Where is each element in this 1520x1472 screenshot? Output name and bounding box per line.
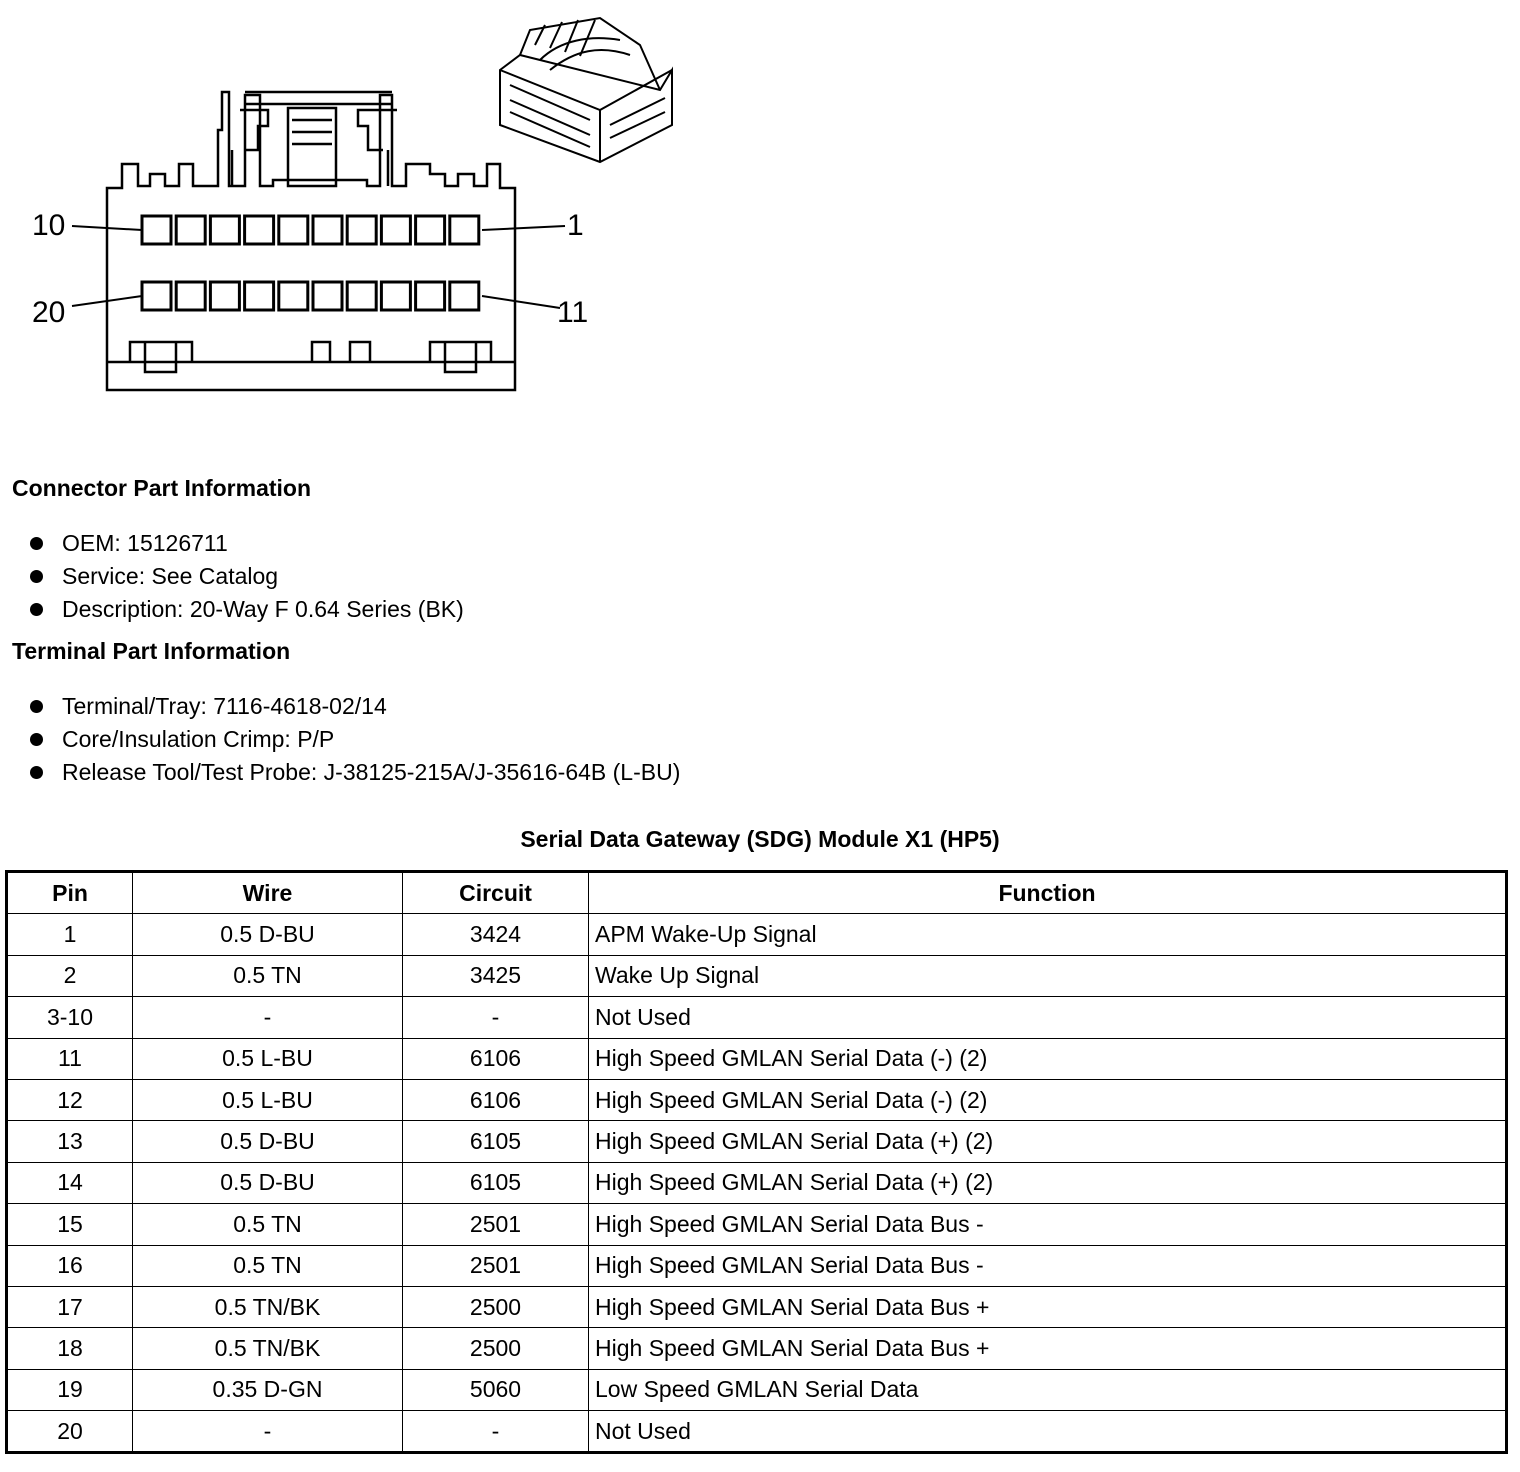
cell-circuit: 6106 — [403, 1038, 589, 1079]
table-header-row — [7, 872, 1507, 914]
cell-wire: 0.5 TN — [133, 1245, 403, 1286]
connector-info-list — [28, 527, 464, 626]
connector-info-title: Connector Part Information — [12, 475, 312, 501]
terminal-cavity — [279, 282, 308, 310]
table-title: Serial Data Gateway (SDG) Module X1 (HP5) — [520, 826, 1000, 852]
table-row — [7, 1204, 1507, 1245]
list-item: Terminal/Tray: 7116-4618-02/14 — [28, 690, 680, 723]
cell-pin: 11 — [7, 1038, 133, 1079]
table-row — [7, 1162, 1507, 1203]
terminal-cavity — [142, 216, 171, 244]
terminal-cavity — [176, 216, 205, 244]
cell-wire: 0.5 D-BU — [133, 1162, 403, 1203]
cell-function: High Speed GMLAN Serial Data Bus - — [589, 1245, 1507, 1286]
cell-function: High Speed GMLAN Serial Data (-) (2) — [589, 1038, 1507, 1079]
cell-pin: 18 — [7, 1328, 133, 1369]
terminal-cavity — [176, 282, 205, 310]
cell-function: High Speed GMLAN Serial Data Bus - — [589, 1204, 1507, 1245]
cell-circuit: 2501 — [403, 1245, 589, 1286]
cell-circuit: 6105 — [403, 1162, 589, 1203]
terminal-info-list — [28, 690, 680, 789]
terminal-cavity — [381, 216, 410, 244]
cell-pin: 12 — [7, 1079, 133, 1120]
cell-wire: 0.5 TN — [133, 955, 403, 996]
table-row — [7, 1245, 1507, 1286]
table-row — [7, 914, 1507, 955]
cell-pin: 20 — [7, 1411, 133, 1453]
pin-label-1: 1 — [567, 209, 584, 242]
terminal-cavity — [279, 216, 308, 244]
cell-circuit: 2500 — [403, 1286, 589, 1327]
cell-pin: 14 — [7, 1162, 133, 1203]
cell-pin: 15 — [7, 1204, 133, 1245]
terminal-cavity — [416, 282, 445, 310]
table-row — [7, 1121, 1507, 1162]
table-row — [7, 1328, 1507, 1369]
cell-function: APM Wake-Up Signal — [589, 914, 1507, 955]
table-row — [7, 955, 1507, 996]
terminal-info-title: Terminal Part Information — [12, 638, 291, 664]
cell-pin: 13 — [7, 1121, 133, 1162]
header-pin: Pin — [7, 872, 133, 914]
cell-circuit: 2500 — [403, 1328, 589, 1369]
list-item: OEM: 15126711 — [28, 527, 464, 560]
table-row — [7, 1411, 1507, 1453]
table-row — [7, 1369, 1507, 1410]
cell-function: High Speed GMLAN Serial Data Bus + — [589, 1286, 1507, 1327]
cell-function: Low Speed GMLAN Serial Data — [589, 1369, 1507, 1410]
cell-wire: 0.5 L-BU — [133, 1038, 403, 1079]
table-row — [7, 997, 1507, 1038]
terminal-cavity — [313, 282, 342, 310]
terminal-cavity — [245, 282, 274, 310]
pin-label-20: 20 — [32, 296, 66, 329]
terminal-cavity — [210, 282, 239, 310]
terminal-cavity — [313, 216, 342, 244]
cell-wire: - — [133, 1411, 403, 1453]
cell-pin: 19 — [7, 1369, 133, 1410]
terminal-cavity — [347, 282, 376, 310]
cell-wire: 0.5 TN — [133, 1204, 403, 1245]
cell-circuit: 2501 — [403, 1204, 589, 1245]
terminal-cavity — [347, 216, 376, 244]
cell-circuit: 5060 — [403, 1369, 589, 1410]
cell-wire: 0.5 L-BU — [133, 1079, 403, 1120]
cell-wire: 0.5 D-BU — [133, 914, 403, 955]
list-item: Service: See Catalog — [28, 560, 464, 593]
cell-wire: - — [133, 997, 403, 1038]
connector-isometric-icon — [500, 18, 672, 162]
terminal-cavity — [450, 282, 479, 310]
terminal-cavity — [450, 216, 479, 244]
cell-circuit: 6106 — [403, 1079, 589, 1120]
cell-circuit: - — [403, 997, 589, 1038]
list-item: Description: 20-Way F 0.64 Series (BK) — [28, 593, 464, 626]
terminal-cavity — [210, 216, 239, 244]
terminal-cavity — [142, 282, 171, 310]
pin-label-10: 10 — [32, 209, 66, 242]
header-circuit: Circuit — [403, 872, 589, 914]
cell-pin: 2 — [7, 955, 133, 996]
cell-pin: 16 — [7, 1245, 133, 1286]
cell-function: High Speed GMLAN Serial Data (+) (2) — [589, 1121, 1507, 1162]
table-row — [7, 1079, 1507, 1120]
cell-wire: 0.5 D-BU — [133, 1121, 403, 1162]
cell-circuit: 3425 — [403, 955, 589, 996]
list-item: Release Tool/Test Probe: J-38125-215A/J-35616-64B (L-BU) — [28, 756, 680, 789]
pin-label-11: 11 — [557, 296, 589, 329]
terminal-cavity — [381, 282, 410, 310]
table-row — [7, 1038, 1507, 1079]
cell-circuit: 3424 — [403, 914, 589, 955]
header-wire: Wire — [133, 872, 403, 914]
cell-function: Not Used — [589, 1411, 1507, 1453]
pinout-table — [5, 870, 1508, 1454]
cell-wire: 0.5 TN/BK — [133, 1328, 403, 1369]
cell-wire: 0.5 TN/BK — [133, 1286, 403, 1327]
cell-function: Not Used — [589, 997, 1507, 1038]
table-row — [7, 1286, 1507, 1327]
cell-circuit: - — [403, 1411, 589, 1453]
cell-function: Wake Up Signal — [589, 955, 1507, 996]
terminal-cavity — [245, 216, 274, 244]
cell-function: High Speed GMLAN Serial Data (-) (2) — [589, 1079, 1507, 1120]
cell-circuit: 6105 — [403, 1121, 589, 1162]
cell-wire: 0.35 D-GN — [133, 1369, 403, 1410]
cell-pin: 1 — [7, 914, 133, 955]
cell-pin: 17 — [7, 1286, 133, 1327]
cell-function: High Speed GMLAN Serial Data (+) (2) — [589, 1162, 1507, 1203]
connector-diagram — [0, 0, 700, 420]
terminal-cavity — [416, 216, 445, 244]
cell-function: High Speed GMLAN Serial Data Bus + — [589, 1328, 1507, 1369]
header-function: Function — [589, 872, 1507, 914]
cell-pin: 3-10 — [7, 997, 133, 1038]
list-item: Core/Insulation Crimp: P/P — [28, 723, 680, 756]
